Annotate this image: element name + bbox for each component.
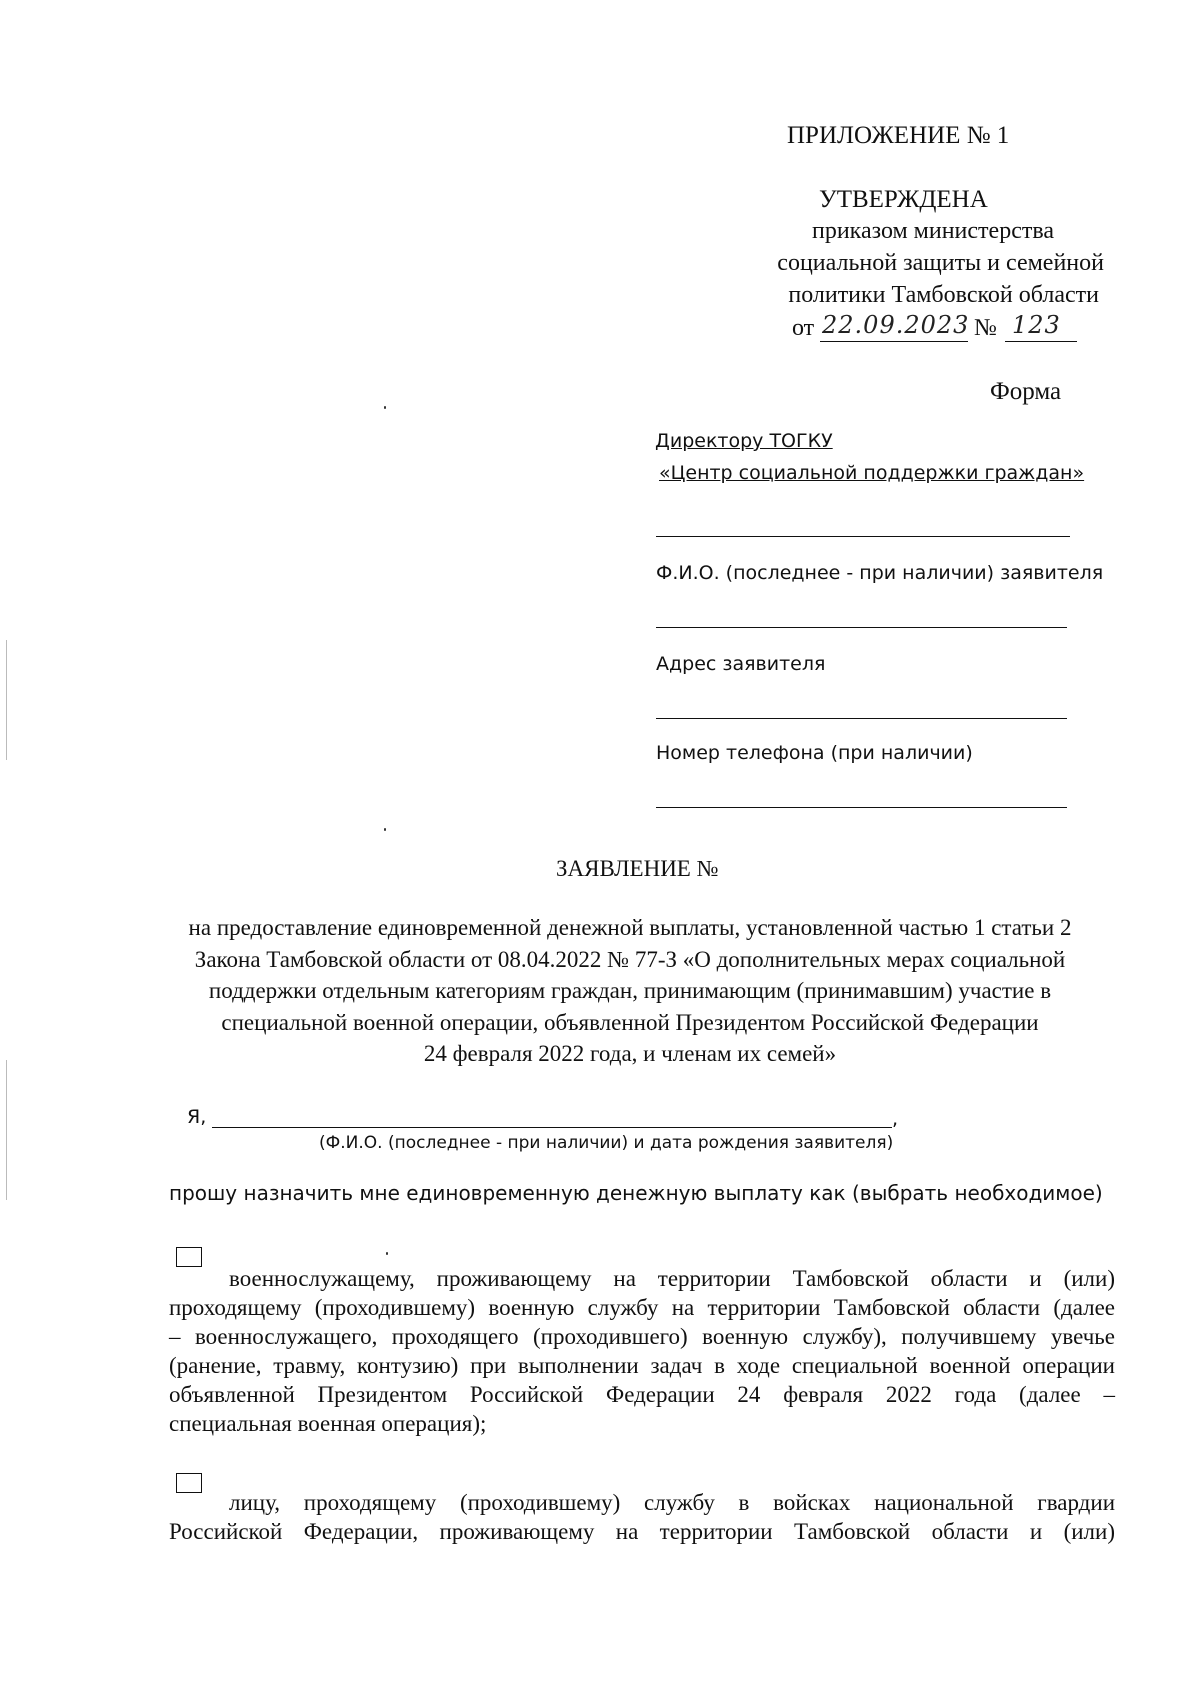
request-sentence: прошу назначить мне единовременную денежную выплату как (выбрать необходимое): [169, 1181, 1103, 1205]
option-line: объявленной Президентом Российской Федерации 24 февраля 2022 года (далее –: [169, 1382, 1115, 1407]
application-title: ЗАЯВЛЕНИЕ №: [556, 856, 719, 881]
appendix-number: ПРИЛОЖЕНИЕ № 1: [787, 122, 1010, 149]
applicant-fio-dob-line[interactable]: [212, 1127, 892, 1128]
subtitle-line: Закона Тамбовской области от 08.04.2022 № 77-З «О дополнительных мерах социальной: [194, 946, 1066, 972]
option-line: лицу, проходящему (проходившему) службу в войсках национальной гвардии: [229, 1490, 1115, 1515]
applicant-phone-label: Номер телефона (при наличии): [656, 742, 973, 764]
addressee-organization: «Центр социальной поддержки граждан»: [659, 462, 1085, 484]
option-line: – военнослужащего, проходящего (проходившего) военную службу), получившему увечье: [169, 1324, 1115, 1349]
order-number-label: №: [974, 315, 997, 341]
approved-heading: УТВЕРЖДЕНА: [819, 186, 988, 213]
i-label: Я,: [187, 1106, 207, 1128]
option-military-text: [169, 1264, 1115, 1438]
applicant-fio-label: Ф.И.О. (последнее - при наличии) заявителя: [656, 562, 1104, 584]
applicant-phone-line[interactable]: [656, 807, 1067, 808]
subtitle-line: 24 февраля 2022 года, и членам их семей»: [423, 1041, 837, 1066]
applicant-fio-line[interactable]: [656, 627, 1067, 628]
scan-edge-mark: [6, 1060, 7, 1200]
trailing-comma: ,: [892, 1108, 899, 1130]
option-line: проходящему (проходившему) военную службу на территории Тамбовской области (далее: [169, 1295, 1115, 1320]
option-line: (ранение, травму, контузию) при выполнении задач в ходе специальной военной операции: [169, 1353, 1115, 1378]
approved-by-line: приказом министерства: [811, 218, 1054, 244]
applicant-address-line[interactable]: [656, 718, 1067, 719]
form-label: Форма: [990, 378, 1062, 405]
order-date-underline: [820, 341, 968, 342]
order-from-label: от: [792, 315, 815, 341]
option-national-guard-text: [169, 1488, 1115, 1546]
order-date-handwritten: 22.09.2023: [822, 311, 970, 339]
scan-edge-mark: [6, 640, 7, 760]
option-line: военнослужащему, проживающему на территории Тамбовской области и (или): [229, 1266, 1115, 1291]
scan-dot: [384, 828, 386, 831]
fio-dob-caption: (Ф.И.О. (последнее - при наличии) и дата рождения заявителя): [319, 1133, 894, 1153]
approved-by-line: социальной защиты и семейной: [777, 250, 1104, 276]
option-line: специальная военная операция);: [169, 1411, 487, 1436]
application-subtitle: [140, 912, 1120, 1070]
subtitle-line: на предоставление единовременной денежной выплаты, установленной частью 1 статьи 2: [188, 915, 1072, 940]
subtitle-line: поддержки отдельным категориям граждан, принимающим (принимавшим) участие в: [208, 978, 1052, 1003]
order-number-handwritten: 123: [1012, 311, 1061, 339]
scan-dot: [386, 1252, 388, 1255]
scan-dot: [384, 406, 386, 409]
approved-by-line: политики Тамбовской области: [788, 282, 1099, 308]
addressee-blank-line[interactable]: [656, 536, 1070, 537]
order-number-underline: [1005, 341, 1077, 342]
subtitle-line: специальной военной операции, объявленной Президентом Российской Федерации: [221, 1009, 1039, 1035]
addressee-director: Директору ТОГКУ: [655, 430, 833, 452]
option-line: Российской Федерации, проживающему на территории Тамбовской области и (или): [169, 1519, 1115, 1544]
applicant-address-label: Адрес заявителя: [656, 653, 826, 675]
